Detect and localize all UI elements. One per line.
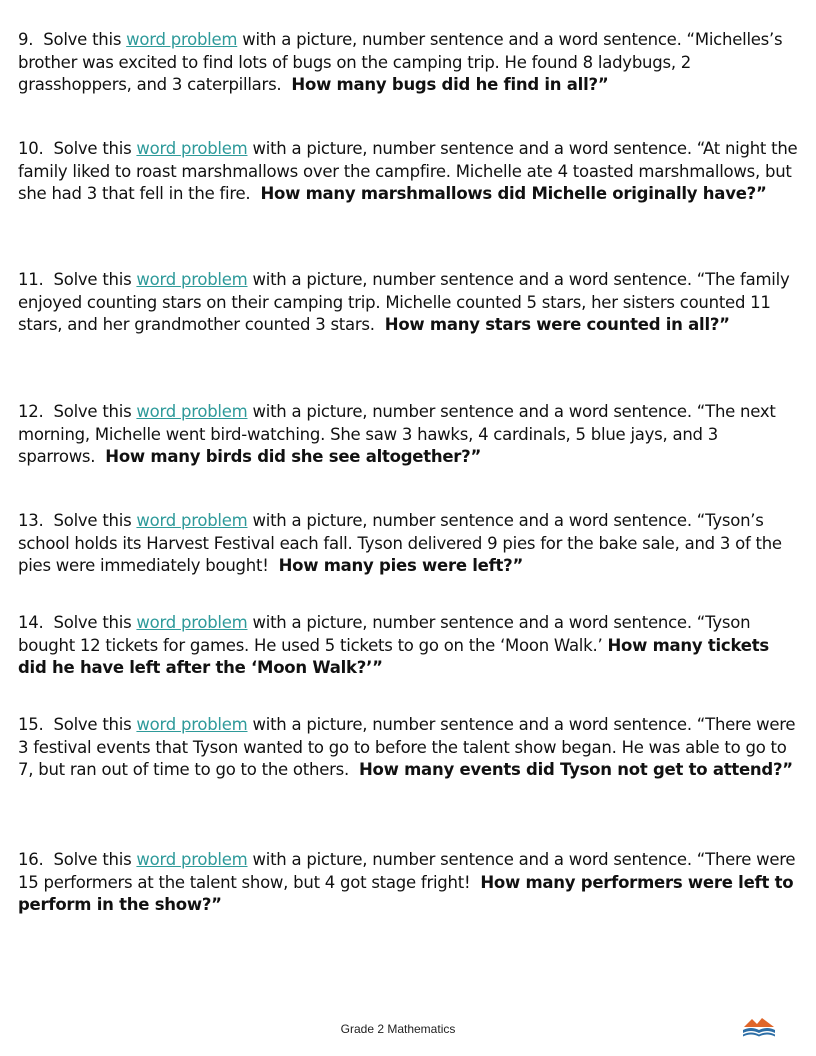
problem-lead: Solve this bbox=[53, 139, 132, 158]
problem-question: How many performers were left to perform in the show?” bbox=[18, 872, 794, 915]
problem-number: 15. bbox=[18, 715, 44, 734]
word-problem-link[interactable]: word problem bbox=[136, 511, 248, 530]
problem-number: 14. bbox=[18, 613, 44, 632]
problem-question: How many marshmallows did Michelle originally have?” bbox=[260, 184, 767, 204]
problem-text: with a picture, number sentence and a word sentence. “Michelles’s brother was excited to find lots of bugs on the camping trip. He found 8 ladybugs, 2 grasshoppers, and 3 caterpillars. bbox=[18, 30, 783, 95]
problem-text: with a picture, number sentence and a word sentence. “There were 15 performers at the talent show, but 4 got stage fright! bbox=[18, 850, 796, 892]
problem-number: 10. bbox=[18, 139, 44, 158]
problem-12 bbox=[18, 401, 800, 469]
problem-question: How many stars were counted in all?” bbox=[384, 315, 730, 335]
problem-question: How many tickets did he have left after the ‘Moon Walk?’” bbox=[18, 635, 769, 678]
problem-lead: Solve this bbox=[53, 402, 132, 421]
word-problem-link[interactable]: word problem bbox=[126, 30, 238, 49]
word-problem-link[interactable]: word problem bbox=[136, 613, 248, 632]
problem-lead: Solve this bbox=[53, 270, 132, 289]
problem-number: 12. bbox=[18, 402, 44, 421]
problem-lead: Solve this bbox=[53, 715, 132, 734]
problem-number: 13. bbox=[18, 511, 44, 530]
problem-lead: Solve this bbox=[53, 511, 132, 530]
problem-16 bbox=[18, 849, 800, 917]
problem-lead: Solve this bbox=[53, 613, 132, 632]
problem-text: with a picture, number sentence and a word sentence. “Tyson bought 12 tickets for games. He used 5 tickets to go on the ‘Moon Walk.’ bbox=[18, 613, 751, 655]
problem-lead: Solve this bbox=[53, 850, 132, 869]
problem-number: 16. bbox=[18, 850, 44, 869]
problem-10 bbox=[18, 138, 800, 206]
word-problem-link[interactable]: word problem bbox=[136, 402, 248, 421]
page-footer: Grade 2 Mathematics bbox=[340, 1022, 456, 1036]
problem-question: How many bugs did he find in all?” bbox=[291, 75, 609, 95]
word-problem-link[interactable]: word problem bbox=[136, 139, 248, 158]
problem-14 bbox=[18, 612, 800, 680]
problem-lead: Solve this bbox=[43, 30, 122, 49]
problem-text: with a picture, number sentence and a word sentence. “Tyson’s school holds its Harvest Festival each fall. Tyson delivered 9 pies for the bake sale, and 3 of the pies were immediately bought! bbox=[18, 511, 782, 576]
mountain-book-logo-icon bbox=[742, 1016, 776, 1038]
problem-text: with a picture, number sentence and a word sentence. “At night the family liked to roast marshmallows over the campfire. Michelle ate 4 toasted marshmallows, but she had 3 that fell in the fire. bbox=[18, 139, 798, 204]
problem-13 bbox=[18, 510, 800, 578]
problem-text: with a picture, number sentence and a word sentence. “The next morning, Michelle went bird-watching. She saw 3 hawks, 4 cardinals, 5 blue jays, and 3 sparrows. bbox=[18, 402, 776, 467]
problem-question: How many birds did she see altogether?” bbox=[105, 447, 482, 467]
problem-question: How many pies were left?” bbox=[278, 556, 524, 576]
word-problem-link[interactable]: word problem bbox=[136, 850, 248, 869]
problem-number: 9. bbox=[18, 30, 34, 49]
problem-9 bbox=[18, 29, 800, 97]
problem-11 bbox=[18, 269, 800, 337]
problem-question: How many events did Tyson not get to attend?” bbox=[358, 760, 793, 780]
problem-15 bbox=[18, 714, 800, 782]
problem-text: with a picture, number sentence and a word sentence. “There were 3 festival events that Tyson wanted to go to before the talent show began. He was able to go to 7, but ran out of time to go to the others. bbox=[18, 715, 796, 780]
word-problem-link[interactable]: word problem bbox=[136, 715, 248, 734]
word-problem-link[interactable]: word problem bbox=[136, 270, 248, 289]
problem-text: with a picture, number sentence and a word sentence. “The family enjoyed counting stars on their camping trip. Michelle counted 5 stars, her sisters counted 11 stars, and her grandmother counted 3 stars. bbox=[18, 270, 790, 335]
problem-number: 11. bbox=[18, 270, 44, 289]
